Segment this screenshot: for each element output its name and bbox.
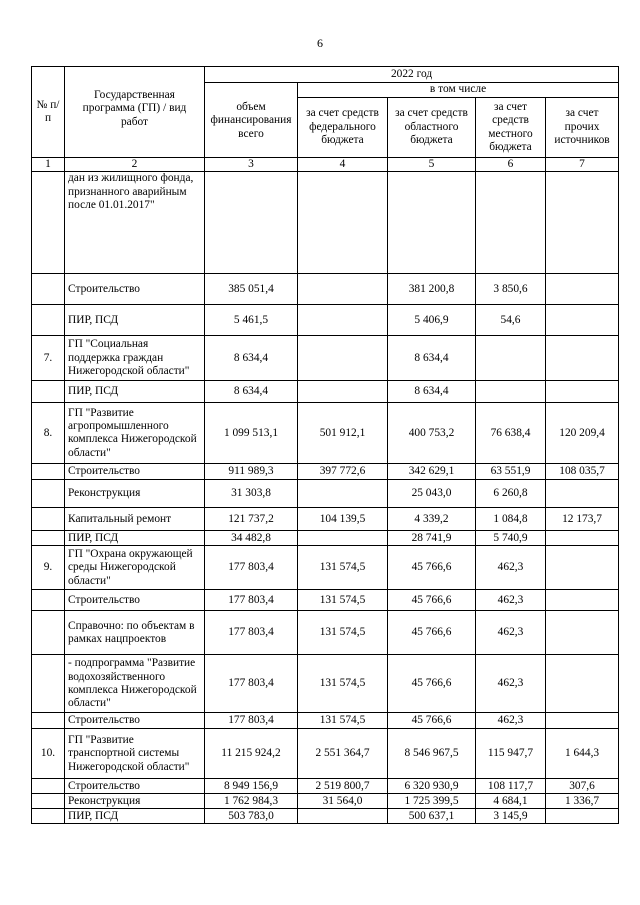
cell-federal <box>298 381 388 403</box>
row-number <box>32 508 65 531</box>
row-name: Строительство <box>65 590 205 611</box>
header-including: в том числе <box>298 83 619 98</box>
cell-other <box>546 655 619 713</box>
cell-other <box>546 611 619 655</box>
cell-total: 121 737,2 <box>205 508 298 531</box>
cell-local: 462,3 <box>476 546 546 590</box>
cell-other <box>546 305 619 336</box>
cell-regional: 500 637,1 <box>388 809 476 824</box>
header-num: № п/п <box>32 67 65 158</box>
col-number: 6 <box>476 158 546 172</box>
cell-other: 307,6 <box>546 779 619 794</box>
cell-federal <box>298 480 388 508</box>
header-regional: за счет средств областного бюджета <box>388 98 476 158</box>
cell-other <box>546 546 619 590</box>
cell-federal: 2 551 364,7 <box>298 729 388 779</box>
row-number: 8. <box>32 403 65 464</box>
cell-regional: 5 406,9 <box>388 305 476 336</box>
row-number: 9. <box>32 546 65 590</box>
cell-regional: 400 753,2 <box>388 403 476 464</box>
cell-regional: 6 320 930,9 <box>388 779 476 794</box>
cell-other <box>546 809 619 824</box>
cell-local: 54,6 <box>476 305 546 336</box>
row-number: 7. <box>32 336 65 381</box>
row-number <box>32 305 65 336</box>
header-federal: за счет средств федерального бюджета <box>298 98 388 158</box>
row-name: Реконструкция <box>65 794 205 809</box>
cell-total: 34 482,8 <box>205 531 298 546</box>
cell-regional: 25 043,0 <box>388 480 476 508</box>
cell-total: 8 634,4 <box>205 336 298 381</box>
cell-total: 5 461,5 <box>205 305 298 336</box>
cell-regional: 342 629,1 <box>388 464 476 480</box>
cell-local: 462,3 <box>476 713 546 729</box>
financing-table <box>31 66 619 824</box>
col-number: 1 <box>32 158 65 172</box>
cell-federal: 131 574,5 <box>298 590 388 611</box>
cell-total: 177 803,4 <box>205 611 298 655</box>
row-name: Справочно: по объектам в рамках нацпроектов <box>65 611 205 655</box>
cell-total: 1 762 984,3 <box>205 794 298 809</box>
row-number <box>32 172 65 274</box>
cell-local <box>476 172 546 274</box>
table-row <box>32 655 619 713</box>
row-number <box>32 713 65 729</box>
cell-total: 911 989,3 <box>205 464 298 480</box>
header-total: объем финансирования всего <box>205 83 298 158</box>
cell-federal: 104 139,5 <box>298 508 388 531</box>
row-number <box>32 611 65 655</box>
cell-federal: 131 574,5 <box>298 655 388 713</box>
cell-regional: 381 200,8 <box>388 274 476 305</box>
cell-federal <box>298 531 388 546</box>
table-row <box>32 305 619 336</box>
col-number: 3 <box>205 158 298 172</box>
table-row <box>32 274 619 305</box>
cell-local: 462,3 <box>476 611 546 655</box>
cell-local: 63 551,9 <box>476 464 546 480</box>
row-number <box>32 531 65 546</box>
cell-other: 1 644,3 <box>546 729 619 779</box>
row-number <box>32 794 65 809</box>
row-name: ГП "Развитие агропромышленного комплекса Нижегородской области" <box>65 403 205 464</box>
cell-regional: 8 634,4 <box>388 381 476 403</box>
cell-other: 108 035,7 <box>546 464 619 480</box>
cell-regional: 4 339,2 <box>388 508 476 531</box>
table-row <box>32 480 619 508</box>
table-row <box>32 508 619 531</box>
table-row <box>32 531 619 546</box>
row-name: - подпрограмма "Развитие водохозяйственного комплекса Нижегородской области" <box>65 655 205 713</box>
cell-federal: 131 574,5 <box>298 611 388 655</box>
table-row <box>32 172 619 274</box>
row-number <box>32 590 65 611</box>
row-number <box>32 274 65 305</box>
table-row <box>32 713 619 729</box>
cell-local: 115 947,7 <box>476 729 546 779</box>
cell-other: 12 173,7 <box>546 508 619 531</box>
cell-total: 177 803,4 <box>205 590 298 611</box>
cell-local <box>476 336 546 381</box>
column-numbers-row <box>32 158 619 172</box>
cell-regional: 45 766,6 <box>388 713 476 729</box>
cell-other <box>546 172 619 274</box>
cell-local: 108 117,7 <box>476 779 546 794</box>
row-name: Капитальный ремонт <box>65 508 205 531</box>
cell-federal: 131 574,5 <box>298 713 388 729</box>
row-name: ПИР, ПСД <box>65 809 205 824</box>
row-number <box>32 655 65 713</box>
cell-federal <box>298 172 388 274</box>
row-name: Строительство <box>65 779 205 794</box>
header-other: за счет прочих источников <box>546 98 619 158</box>
cell-local: 76 638,4 <box>476 403 546 464</box>
row-number <box>32 779 65 794</box>
cell-local: 4 684,1 <box>476 794 546 809</box>
cell-regional: 45 766,6 <box>388 546 476 590</box>
cell-local: 1 084,8 <box>476 508 546 531</box>
cell-local: 3 145,9 <box>476 809 546 824</box>
cell-local: 5 740,9 <box>476 531 546 546</box>
table-row <box>32 464 619 480</box>
cell-federal: 2 519 800,7 <box>298 779 388 794</box>
cell-federal <box>298 336 388 381</box>
table-row <box>32 403 619 464</box>
cell-total: 8 949 156,9 <box>205 779 298 794</box>
cell-regional: 8 634,4 <box>388 336 476 381</box>
data-rows <box>32 172 619 824</box>
row-name: ПИР, ПСД <box>65 305 205 336</box>
col-number: 5 <box>388 158 476 172</box>
table-row <box>32 546 619 590</box>
cell-total: 31 303,8 <box>205 480 298 508</box>
row-name: Реконструкция <box>65 480 205 508</box>
cell-total <box>205 172 298 274</box>
cell-other <box>546 590 619 611</box>
col-number: 7 <box>546 158 619 172</box>
cell-other <box>546 336 619 381</box>
cell-regional: 28 741,9 <box>388 531 476 546</box>
table-row <box>32 794 619 809</box>
cell-other <box>546 381 619 403</box>
page-number: 6 <box>317 36 323 50</box>
table-row <box>32 809 619 824</box>
cell-other <box>546 480 619 508</box>
cell-local: 462,3 <box>476 590 546 611</box>
row-number: 10. <box>32 729 65 779</box>
cell-other <box>546 531 619 546</box>
cell-other <box>546 274 619 305</box>
row-name: ГП "Социальная поддержка граждан Нижегородской области" <box>65 336 205 381</box>
header-year: 2022 год <box>205 67 619 83</box>
cell-local: 6 260,8 <box>476 480 546 508</box>
row-name: дан из жилищного фонда, признанного аварийным после 01.01.2017" <box>65 172 205 274</box>
cell-other: 120 209,4 <box>546 403 619 464</box>
row-name: ГП "Развитие транспортной системы Нижегородской области" <box>65 729 205 779</box>
col-number: 4 <box>298 158 388 172</box>
cell-regional: 45 766,6 <box>388 655 476 713</box>
table-row <box>32 590 619 611</box>
row-name: ГП "Охрана окружающей среды Нижегородской области" <box>65 546 205 590</box>
table-row <box>32 729 619 779</box>
cell-total: 503 783,0 <box>205 809 298 824</box>
table-row <box>32 779 619 794</box>
row-number <box>32 809 65 824</box>
cell-regional: 8 546 967,5 <box>388 729 476 779</box>
row-name: Строительство <box>65 274 205 305</box>
cell-federal: 31 564,0 <box>298 794 388 809</box>
row-name: ПИР, ПСД <box>65 381 205 403</box>
cell-federal: 131 574,5 <box>298 546 388 590</box>
table-row <box>32 611 619 655</box>
cell-federal <box>298 305 388 336</box>
cell-total: 8 634,4 <box>205 381 298 403</box>
row-name: ПИР, ПСД <box>65 531 205 546</box>
cell-regional: 45 766,6 <box>388 611 476 655</box>
cell-local: 462,3 <box>476 655 546 713</box>
cell-regional: 1 725 399,5 <box>388 794 476 809</box>
row-name: Строительство <box>65 713 205 729</box>
table-row <box>32 381 619 403</box>
cell-total: 11 215 924,2 <box>205 729 298 779</box>
table-row <box>32 336 619 381</box>
cell-local: 3 850,6 <box>476 274 546 305</box>
row-number <box>32 464 65 480</box>
header-local: за счет средств местного бюджета <box>476 98 546 158</box>
cell-federal <box>298 274 388 305</box>
row-name: Строительство <box>65 464 205 480</box>
col-number: 2 <box>65 158 205 172</box>
cell-federal: 397 772,6 <box>298 464 388 480</box>
row-number <box>32 480 65 508</box>
header-program: Государственная программа (ГП) / вид работ <box>65 67 205 158</box>
cell-other: 1 336,7 <box>546 794 619 809</box>
cell-local <box>476 381 546 403</box>
cell-regional: 45 766,6 <box>388 590 476 611</box>
row-number <box>32 381 65 403</box>
cell-total: 1 099 513,1 <box>205 403 298 464</box>
cell-regional <box>388 172 476 274</box>
cell-other <box>546 713 619 729</box>
cell-total: 177 803,4 <box>205 546 298 590</box>
cell-total: 177 803,4 <box>205 713 298 729</box>
cell-total: 177 803,4 <box>205 655 298 713</box>
cell-total: 385 051,4 <box>205 274 298 305</box>
cell-federal: 501 912,1 <box>298 403 388 464</box>
cell-federal <box>298 809 388 824</box>
